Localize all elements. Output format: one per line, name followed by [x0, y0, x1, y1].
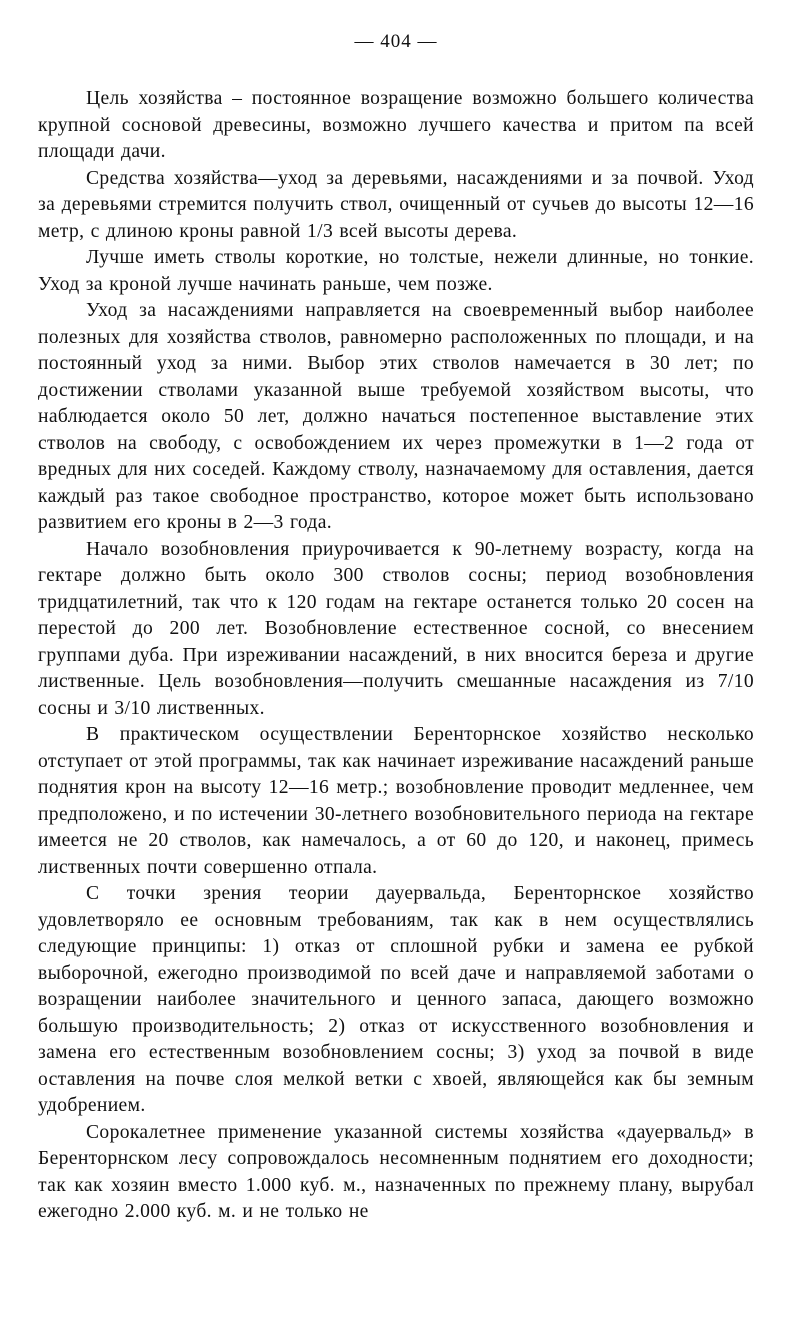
paragraph-trunks: Лучше иметь стволы короткие, но толстые, нежели длинные, но тонкие. Уход за кроной лучше начинать раньше, чем позже. [38, 247, 754, 295]
paragraph-stand-care: Уход за насаждениями направляется на своевременный выбор наиболее полезных для хозяйства стволов, равномерно расположенных по площади, и на постоянный уход за ними. Выбор этих стволов намечается в 30 лет; по достижении стволами указанной выше требуемой хозяйством высоты, что наблюдается около 50 лет, должно начаться постепенное выставление этих стволов на свободу, с освобождением их через промежутки в 1—2 года от вредных для них соседей. Каждому стволу, назначаемому для оставления, дается каждый раз такое свободное пространство, которое может быть использовано развитием его кроны в 2—3 года. [38, 300, 754, 533]
paragraph-means: Средства хозяйства—уход за деревьями, насаждениями и за почвой. Уход за деревьями стремится получить ствол, очищенный от сучьев до высоты 12—16 метр, с длиною кроны равной 1/3 всей высоты дерева. [38, 167, 754, 242]
paragraph-regeneration: Начало возобновления приурочивается к 90-летнему возрасту, когда на гектаре должно быть около 300 стволов сосны; период возобновления тридцатилетний, так что к 120 годам на гектаре останется только 20 сосен на перестой до 200 лет. Возобновление естественное сосной, со внесением группами дуба. При изреживании насаждений, в них вносится береза и другие лиственные. Цель возобновления—получить смешанные насаждения из 7/10 сосны и 3/10 лиственных. [38, 538, 754, 719]
paragraph-goal: Цель хозяйства – постоянное возращение возможно большего количества крупной сосновой древесины, возможно лучшего качества и притом па всей площади дачи. [38, 88, 754, 162]
paragraph-dauerwald-theory: С точки зрения теории дауервальда, Беренторнское хозяйство удовлетворяло ее основным требованиям, так как в нем осуществлялись следующие принципы: 1) отказ от сплошной рубки и замена ее рубкой выборочной, ежегодно производимой по всей даче и направляемой заботами о возращении наиболее значительного и ценного запаса, дающего возможно большую производительность; 2) отказ от искусственного возобновления и замена его естественным возобновлением сосны; 3) уход за почвой в виде оставления на почве слоя мелкой ветки с хвоей, являющейся как бы земным удобрением. [38, 883, 754, 1116]
page-number: — 404 — [354, 31, 438, 52]
paragraph-forty-years: Сорокалетнее применение указанной системы хозяйства «дауервальд» в Беренторнском лесу сопровождалось несомненным поднятием его доходности; так как хозяин вместо 1.000 куб. м., назначенных по прежнему плану, вырубал ежегодно 2.000 куб. м. и не только не [38, 1121, 754, 1222]
paragraph-practice: В практическом осуществлении Беренторнское хозяйство несколько отступает от этой программы, так как начинает изреживание насаждений раньше поднятия крон на высоту 12—16 метр.; возобновление проводит медленнее, чем предположено, и по истечении 30-летнего возобновительного периода на гектаре имеется не 20 стволов, как намечалось, а от 60 до 120, и наконец, примесь лиственных почти совершенно отпала. [38, 724, 754, 878]
book-page [38, 28, 754, 1226]
